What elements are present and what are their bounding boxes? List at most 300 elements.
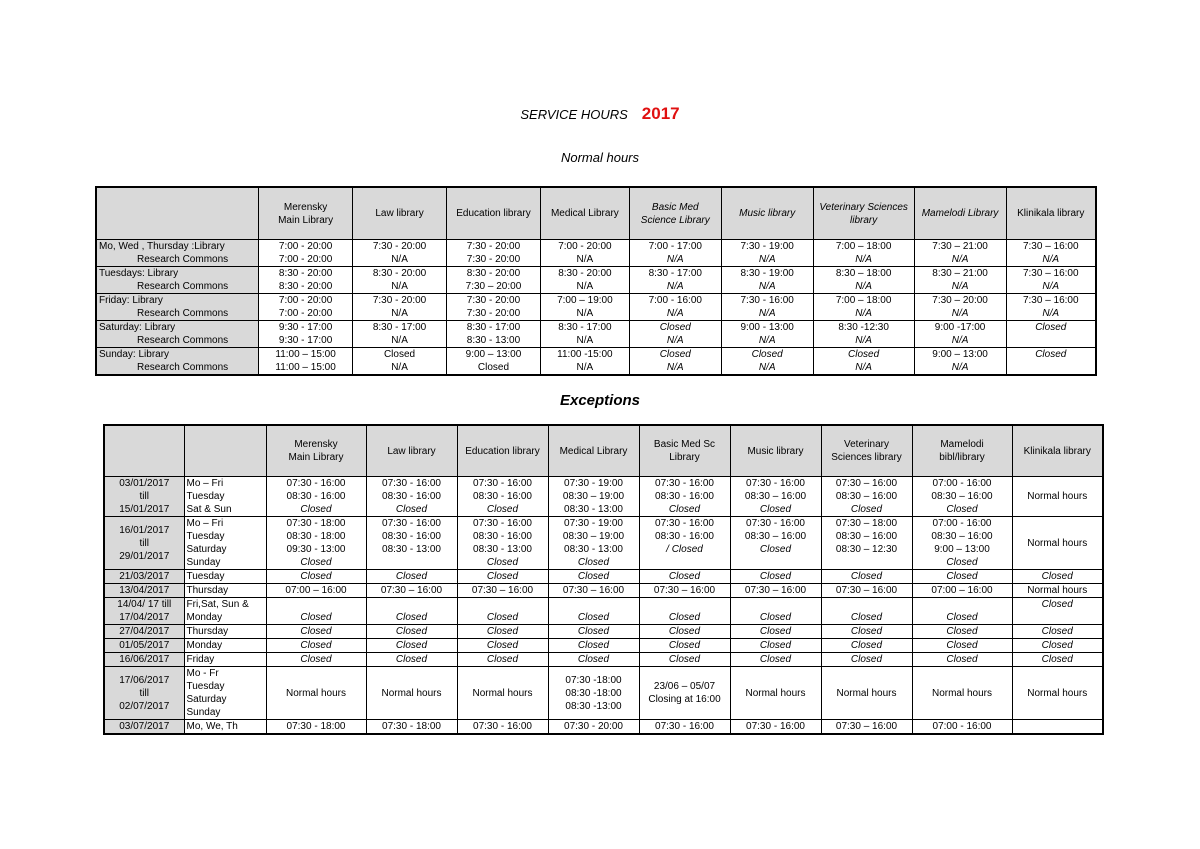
table-row [104,477,1103,517]
cell-line: Closed [477,362,510,373]
table-cell [629,240,721,267]
cell-line: 07:30 - 16:00 [746,721,805,732]
date-line: 17/06/2017 [119,674,170,686]
row-label-line: Sunday: Library [99,349,170,360]
date-cell [104,720,184,735]
cell-line: 07:30 – 16:00 [380,585,443,596]
table-cell [366,517,457,570]
days-line: Saturday [186,694,227,705]
table-cell [1012,625,1103,639]
table-cell [912,720,1012,735]
cell-line: Closed [668,571,701,582]
cell-line: 7:00 - 20:00 [558,241,612,252]
table-cell [730,720,821,735]
cell-line: 08:30 – 16:00 [744,531,807,542]
table-cell [540,240,629,267]
cell-line: 7:30 – 16:00 [1022,295,1079,306]
cell-line: 7:30 - 20:00 [466,241,521,252]
page-title [0,104,1200,124]
cell-line: 08:30 – 16:00 [835,491,898,502]
table-cell [548,477,639,517]
cell-line: Closed [759,626,792,637]
table-cell [548,517,639,570]
cell-line: Closed [300,571,332,582]
table-cell [366,720,457,735]
cell-line: 8:30 - 17:00 [466,322,521,333]
column-header [912,425,1012,477]
date-line: 21/03/2017 [119,571,170,582]
cell-line: N/A [576,308,594,319]
cell-line: 07:30 – 16:00 [835,478,898,489]
cell-line: Closed [946,654,978,665]
cell-line: 7:00 - 20:00 [278,241,333,252]
table-cell [447,267,541,294]
cell-line: 07:00 - 16:00 [932,478,992,489]
cell-line: N/A [1042,281,1060,292]
cell-line: Normal hours [745,687,806,699]
table-row [104,584,1103,598]
table-cell [259,240,353,267]
cell-line: Closed [395,571,428,582]
cell-line: 7:00 - 17:00 [648,241,702,252]
cell-line: Closed [668,640,701,651]
header-line: Music library [739,208,796,219]
table-cell [629,321,721,348]
table-cell [366,625,457,639]
cell-line: N/A [391,281,408,292]
header-line: bibl/library [939,452,985,463]
column-header [540,187,629,240]
table-cell [457,625,548,639]
cell-line: 08:30 - 13:00 [564,544,623,555]
table-cell [457,639,548,653]
days-line: Tuesday [186,571,225,582]
date-line: 03/01/2017 [119,478,170,489]
cell-line: N/A [951,281,969,292]
cell-line: Closed [759,640,792,651]
table-cell [730,584,821,598]
cell-line: Closed [759,504,792,515]
table-cell [912,584,1012,598]
date-cell [104,653,184,667]
cell-line [1009,361,1093,374]
cell-line: Closed [850,504,883,515]
table-cell [540,267,629,294]
table-cell [821,570,912,584]
cell-line: 11:00 -15:00 [557,349,613,360]
cell-line: Closed [577,626,610,637]
header-line: Veterinary [843,439,890,450]
table-row [96,267,1096,294]
cell-line: N/A [951,308,969,319]
cell-line: 08:30 – 16:00 [931,531,993,542]
cell-line: 07:30 – 16:00 [744,585,807,596]
table-cell [1006,267,1096,294]
row-label-line: Research Commons [137,362,229,373]
table-cell [912,625,1012,639]
cell-line: N/A [951,362,969,373]
table-cell [730,639,821,653]
header-line: Mamelodi [940,439,984,450]
table-cell [457,653,548,667]
table-cell [721,267,813,294]
days-line: Sat & Sun [186,504,232,515]
cell-line: 8:30 - 20:00 [278,281,333,292]
table-cell [821,477,912,517]
table-cell [1012,477,1103,517]
column-header [721,187,813,240]
table-cell [548,625,639,639]
date-line: 01/05/2017 [119,640,170,651]
cell-line: Closed [486,504,519,515]
cell-line: Closed [946,640,978,651]
table-row [104,517,1103,570]
table-cell [266,584,366,598]
cell-line: 11:00 – 15:00 [275,349,336,360]
cell-line: Closed [395,612,428,623]
table-cell [730,653,821,667]
cell-line: 07:00 – 16:00 [285,585,347,596]
column-header [457,425,548,477]
table-cell [821,584,912,598]
date-line: 02/07/2017 [119,700,170,712]
cell-line: Closed [300,504,332,515]
date-cell [104,584,184,598]
table-cell [1012,653,1103,667]
table-cell [914,321,1006,348]
cell-line: 9:30 - 17:00 [278,335,333,346]
cell-line: Closed [1041,571,1073,582]
header-line: Klinikala library [1023,445,1091,457]
table-cell [639,570,730,584]
cell-line: Normal hours [1027,491,1088,502]
date-line: 17/04/2017 [119,612,170,623]
cell-line: Closed [659,349,691,360]
cell-line: N/A [576,362,594,373]
cell-line: N/A [855,308,872,319]
table-cell [629,267,721,294]
cell-line [824,598,910,611]
header-line: Basic Med [651,201,699,213]
cell-line: 23/06 – 05/07 [653,681,716,692]
cell-line: 08:30 – 19:00 [562,491,625,502]
cell-line: 08:30 – 19:00 [562,531,625,542]
date-line: 15/01/2017 [119,504,170,515]
cell-line: N/A [391,254,408,265]
table-cell [266,598,366,625]
date-cell [104,639,184,653]
table-cell [540,294,629,321]
cell-line: 8:30 – 21:00 [932,268,988,279]
days-line: Friday [186,654,215,665]
table-cell [266,653,366,667]
cell-line [551,598,637,611]
table-cell [266,570,366,584]
date-line: till [139,687,149,699]
table-cell [1012,720,1103,735]
cell-line: Closed [668,612,701,623]
cell-line: Closed [383,349,416,360]
date-line: 13/04/2017 [119,585,170,596]
table-cell [639,720,730,735]
cell-line: 08:30 – 16:00 [744,491,807,502]
date-line: 16/01/2017 [119,524,170,536]
cell-line: 08:30 - 16:00 [473,491,532,502]
cell-line: 7:00 - 20:00 [278,254,333,265]
header-line: Education library [465,445,540,457]
cell-line: Closed [850,571,883,582]
cell-line: N/A [666,362,684,373]
cell-line: Closed [300,654,332,665]
cell-line: Closed [759,612,792,623]
cell-line: N/A [758,254,776,265]
cell-line: 07:30 - 16:00 [655,518,714,529]
table-cell [457,584,548,598]
table-cell [548,653,639,667]
column-header [639,425,730,477]
row-label-line: Research Commons [137,308,229,319]
table-cell [914,294,1006,321]
cell-line [733,598,819,611]
column-header [730,425,821,477]
table-cell [813,240,914,267]
cell-line: N/A [391,335,408,346]
cell-line: 08:30 – 12:30 [835,544,898,555]
table-cell [1012,570,1103,584]
title-text: SERVICE HOURS [520,107,628,122]
cell-line: Closed [850,654,883,665]
table-cell [353,348,447,376]
cell-line: Closed [759,654,792,665]
cell-line [369,556,455,569]
header-line: Education library [456,208,531,219]
cell-line: Closed [300,612,332,623]
table-cell [821,598,912,625]
header-row [96,187,1096,240]
cell-line: Closed [395,504,428,515]
cell-line [1015,720,1101,733]
days-line: Fri,Sat, Sun & [186,599,249,610]
cell-line: 7:30 – 21:00 [932,241,988,252]
cell-line: Closed [1035,322,1067,333]
title-year: 2017 [641,104,680,123]
cell-line [460,598,546,611]
table-cell [721,321,813,348]
cell-line: 07:30 - 20:00 [564,721,623,732]
table-cell [548,570,639,584]
table-cell [821,517,912,570]
cell-line [733,556,819,569]
cell-line: N/A [1042,308,1060,319]
header-line: Medical Library [559,445,628,457]
cell-line: 07:30 -18:00 [565,674,622,686]
table-cell [1012,517,1103,570]
header-line: Science Library [640,214,710,226]
cell-line [642,556,728,569]
days-line: Tuesday [186,681,225,692]
cell-line: 08:30 - 13:00 [473,544,532,555]
cell-line: Closed [850,612,883,623]
row-label-line: Research Commons [137,254,229,265]
cell-line: Closed [668,654,701,665]
column-header [821,425,912,477]
cell-line: N/A [758,335,776,346]
days-cell [184,598,266,625]
cell-line: N/A [758,281,776,292]
table-cell [259,321,353,348]
table-cell [366,639,457,653]
table-cell [457,598,548,625]
table-cell [447,294,541,321]
column-header [914,187,1006,240]
cell-line [269,598,364,611]
table-cell [1012,598,1103,625]
cell-line: 08:30 – 16:00 [931,491,993,502]
table-cell [1012,639,1103,653]
table-cell [821,667,912,720]
cell-line: Closed [486,626,519,637]
table-cell [914,267,1006,294]
days-line: Sunday [186,707,221,718]
row-label-line: Tuesdays: Library [99,268,179,279]
cell-line: N/A [576,335,594,346]
header-line: Law library [375,208,424,219]
cell-line: 8:30 - 17:00 [372,322,427,333]
cell-line: Closed [946,571,978,582]
table-cell [457,517,548,570]
table-cell [266,667,366,720]
table-cell [639,584,730,598]
cell-line: Closed [395,626,428,637]
cell-line: Closed [486,612,519,623]
header-line: library [850,214,878,226]
cell-line: Closed [300,557,332,568]
cell-line: Closed [300,640,332,651]
table-cell [639,639,730,653]
cell-line: 7:30 – 16:00 [1022,241,1079,252]
cell-line: Closed [759,571,792,582]
row-label [96,267,259,294]
cell-line: 07:30 - 16:00 [473,518,532,529]
table-row [96,240,1096,267]
cell-line: 8:30 - 20:00 [558,268,612,279]
cell-line: 07:30 - 19:00 [564,518,623,529]
table-cell [912,653,1012,667]
cell-line: Normal hours [285,687,347,699]
table-cell [914,240,1006,267]
cell-line: Closed [486,640,519,651]
column-header [629,187,721,240]
table-cell [813,294,914,321]
cell-line: N/A [666,281,684,292]
cell-line: 07:30 – 16:00 [653,585,716,596]
table-cell [457,720,548,735]
cell-line: 08:30 -18:00 [565,687,622,699]
date-cell [104,625,184,639]
header-line: Mamelodi Library [921,208,999,219]
cell-line: 7:30 – 20:00 [465,281,522,292]
row-label-line: Saturday: Library [99,322,176,333]
cell-line: Closed [486,654,519,665]
cell-line: 7:00 – 18:00 [835,241,892,252]
cell-line: 07:30 - 16:00 [746,478,805,489]
date-cell [104,570,184,584]
table-cell [457,667,548,720]
cell-line: 07:30 - 16:00 [473,721,532,732]
row-label [96,348,259,376]
table-cell [366,667,457,720]
cell-line: Normal hours [381,687,442,699]
cell-line: Closed [1041,640,1073,651]
table-cell [259,294,353,321]
table-cell [447,240,541,267]
cell-line: Closed [486,557,519,568]
date-cell [104,598,184,625]
table-cell [366,477,457,517]
cell-line: Normal hours [836,687,897,699]
table-row [104,667,1103,720]
days-cell [184,517,266,570]
cell-line [824,556,910,569]
cell-line: N/A [855,335,872,346]
cell-line: 8:30 -12:30 [838,322,889,333]
cell-line: 8:30 - 20:00 [278,268,333,279]
cell-line: 07:30 – 16:00 [835,721,898,732]
cell-line: 07:00 – 16:00 [931,585,993,596]
cell-line: 9:30 - 17:00 [278,322,333,333]
cell-line: 08:30 - 13:00 [382,544,441,555]
cell-line: Closed [577,654,610,665]
cell-line: Normal hours [1027,585,1088,596]
cell-line: 7:30 - 20:00 [372,241,427,252]
cell-line: 7:00 – 19:00 [557,295,613,306]
days-cell [184,584,266,598]
days-cell [184,477,266,517]
column-header [1012,425,1103,477]
table-cell [721,294,813,321]
table-cell [540,348,629,376]
header-cell-empty [96,187,259,240]
date-cell [104,517,184,570]
table-cell [821,720,912,735]
cell-line: Closed [1041,626,1073,637]
row-label [96,240,259,267]
column-header [366,425,457,477]
table-cell [353,321,447,348]
table-cell [730,570,821,584]
days-line: Monday [186,612,223,623]
exceptions-heading: Exceptions [559,392,641,409]
date-line: 14/04/ 17 till [117,599,172,610]
cell-line: Closed [395,654,428,665]
normal-hours-heading: Normal hours [560,150,640,165]
cell-line: 08:30 - 16:00 [655,531,714,542]
table-cell [548,639,639,653]
table-cell [548,720,639,735]
row-label-line: Research Commons [137,281,229,292]
cell-line: 08:30 - 18:00 [286,531,346,542]
table-cell [813,348,914,376]
table-cell [730,598,821,625]
cell-line [1009,334,1093,347]
cell-line: 7:30 - 19:00 [740,241,794,252]
table-cell [639,477,730,517]
table-cell [639,598,730,625]
table-row [104,653,1103,667]
cell-line: 07:00 - 16:00 [932,721,992,732]
cell-line: 11:00 – 15:00 [275,362,336,373]
row-label [96,321,259,348]
